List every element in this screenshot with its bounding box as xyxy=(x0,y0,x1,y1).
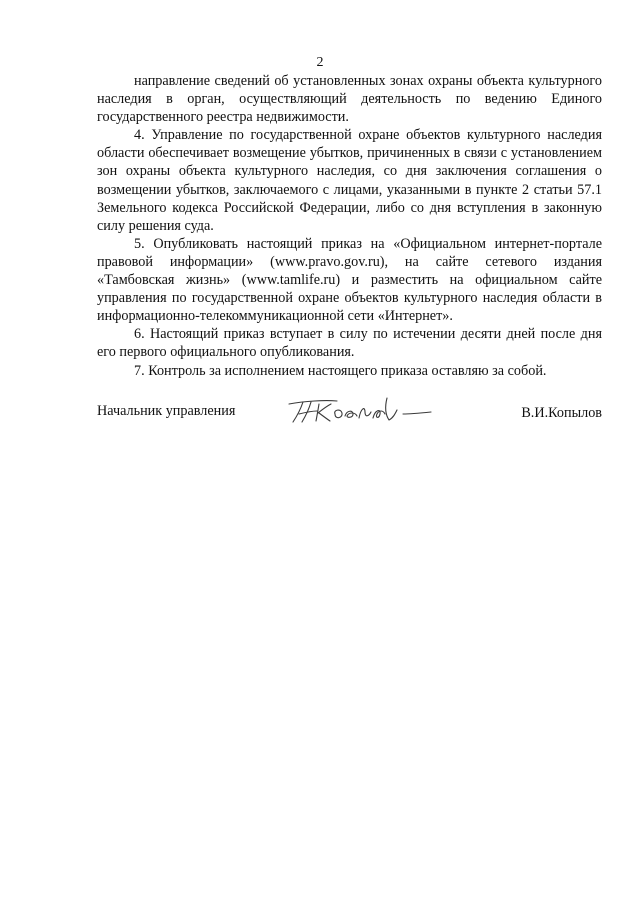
document-body xyxy=(97,72,602,380)
paragraph-7-control: 7. Контроль за исполнением настоящего приказа оставляю за собой. xyxy=(134,362,547,379)
paragraph-6-effective-date: 6. Настоящий приказ вступает в силу по истечении десяти дней после дня его первого официального опубликования. xyxy=(97,326,602,361)
handwritten-signature xyxy=(285,392,445,428)
page-number: 2 xyxy=(316,55,324,70)
signature-block xyxy=(97,398,602,428)
signatory-name: В.И.Копылов xyxy=(521,405,602,421)
signatory-position: Начальник управления xyxy=(97,403,236,419)
paragraph-4-compensation: 4. Управление по государственной охране объектов культурного наследия области обеспечивает возмещение убытков, причиненных в связи с установлением зон охраны объекта культурного наследия, со дня заключения соглашения о возмещении убытков, заключаемого с лицами, указанными в пункте 2 статьи 57.1 Земельного кодекса Российской Федерации, либо со дня вступления в законную силу решения суда. xyxy=(97,127,602,234)
paragraph-5-publication: 5. Опубликовать настоящий приказ на «Официальном интернет-портале правовой информации» (www.pravo.gov.ru), на сайте сетевого издания «Тамбовская жизнь» (www.tamlife.ru) и разместить на официальном сайте управления по государственной охране объектов культурного наследия области в информационно-телекоммуникационной сети «Интернет». xyxy=(97,235,602,325)
paragraph-continuation: направление сведений об установленных зонах охраны объекта культурного наследия в орган, осуществляющий деятельность по ведению Единого государственного реестра недвижимости. xyxy=(97,73,602,126)
